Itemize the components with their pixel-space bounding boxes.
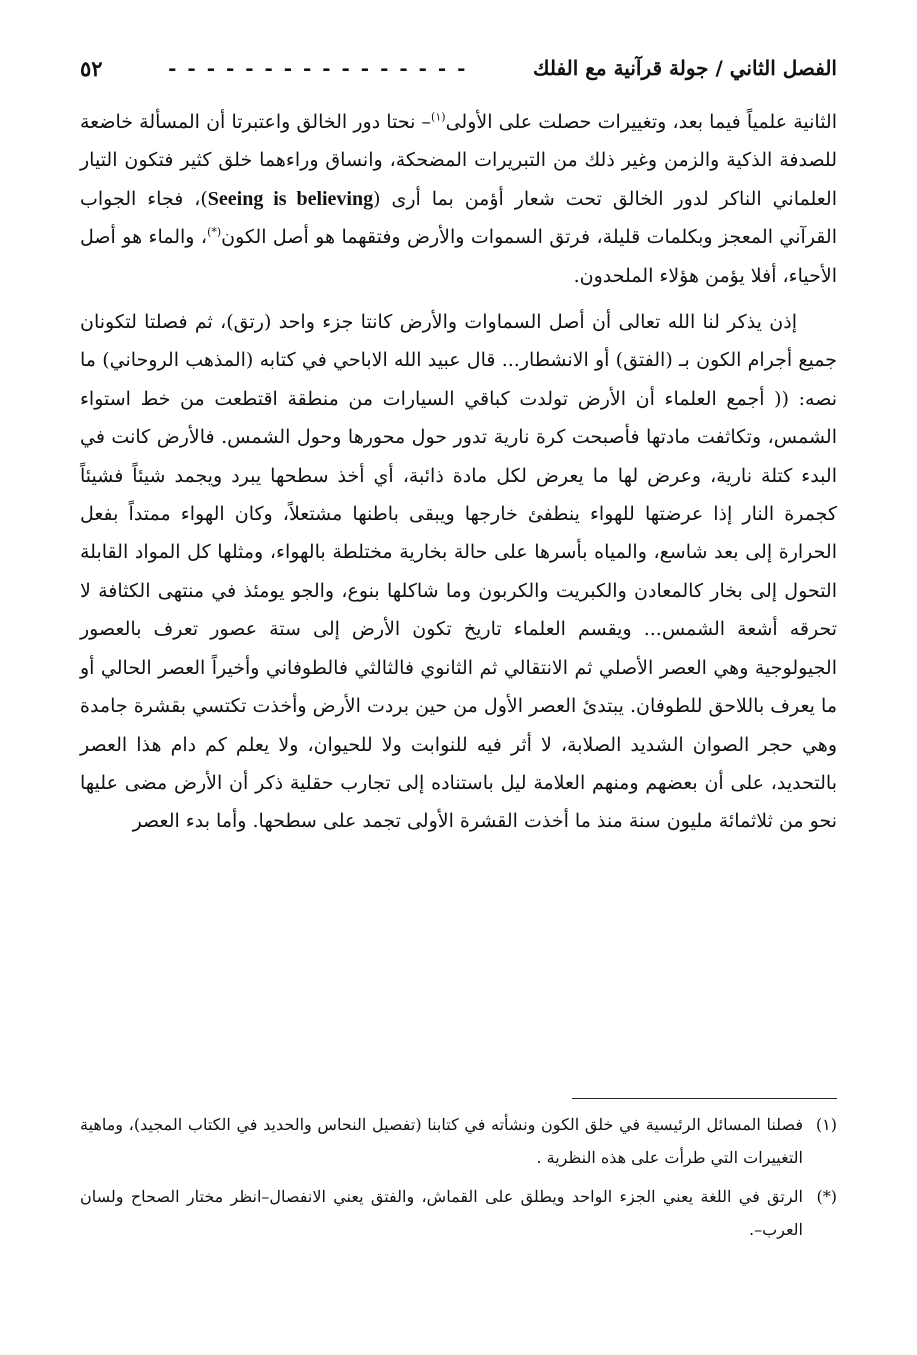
running-header (80, 48, 837, 88)
body-text (80, 103, 837, 841)
chapter-title: الفصل الثاني / جولة قرآنية مع الفلك (533, 56, 837, 80)
footnote-2-text: الرتق في اللغة يعني الجزء الواحد ويطلق على القماش، والفتق يعني الانفصال–انظر مختار الصحاح ولسان العرب–. (80, 1187, 803, 1239)
footnote-2-marker: (*) (816, 1187, 837, 1206)
p1-part-b: – نحتا دور الخالق واعتبرتا أن المسألة خاضعة للصدفة الذكية والزمن وغير ذلك من التبريرات المضحكة، وانساق وراءهما خلق كثير فتكون التيار العلماني الناكر لدور الخالق تحت شعار أؤمن بما أرى ( (80, 111, 837, 210)
footnote-ref-1: (١) (431, 110, 446, 124)
footnote-ref-2: (*) (207, 225, 222, 239)
header-dashes: - - - - - - - - - - - - - - - - (168, 56, 468, 80)
footnotes (80, 1108, 837, 1252)
paragraph-2: إذن يذكر لنا الله تعالى أن أصل السماوات والأرض كانتا جزء واحد (رتق)، ثم فصلتا لتكونان جميع أجرام الكون بـ (الفتق) أو الانشطار... قال عبيد الله الاباحي في كتابه (المذهب الروحاني) ما نصه: (( أجمع العلماء أن الأرض تولدت كباقي السيارات من منطقة اقتطعت من خط استواء الشمس، وتكاثفت مادتها فأصبحت كرة نارية تدور حول محورها وحول الشمس. فالأرض كانت في البدء كتلة نارية، وعرض لها ما يعرض لكل مادة ذائبة، أي أخذ سطحها يبرد ويجمد شيئاً فشيئاً كجمرة النار إذا عرضتها للهواء ينطفئ خارجها ويبقى باطنها مشتعلاً، وكان الهواء ممتداً بفعل الحرارة إلى بعد شاسع، والمياه بأسرها على حالة بخارية مختلطة بالهواء، ومثلها كل المواد القابلة التحول إلى بخار كالمعادن والكبريت والكربون وما شاكلها بنوع، والجو يومئذ في منتهى الكثافة لا تحرقه أشعة الشمس... ويقسم العلماء تاريخ تكون الأرض إلى ستة عصور تعرف بالعصور الجيولوجية وهي العصر الأصلي ثم الانتقالي ثم الثانوي فالثالثي فالطوفاني وأخيراً العصر الحالي أو ما يعرف باللاحق للطوفان. يبتدئ العصر الأول من حين بردت الأرض وأخذت تكتسي بقشرة جامدة وهي حجر الصوان الشديد الصلابة، لا أثر فيه للنوابت ولا للحيوان، ولا يعلم كم دام هذا العصر بالتحديد، على أن بعضهم ومنهم العلامة ليل باستناده إلى تجارب حقلية ذكر أن الأرض مضى عليها نحو من ثلاثمائة مليون سنة منذ ما أخذت القشرة الأولى تجمد على سطحها. وأما بدء العصر (80, 311, 837, 833)
p1-part-c: )، فجاء الجواب القرآني المعجز وبكلمات قليلة، فرتق السموات والأرض وفتقهما هو أصل الكون (80, 187, 837, 249)
footnote-1-marker: (١) (815, 1115, 837, 1134)
p1-part-d: ، والماء هو أصل الأحياء، أفلا يؤمن هؤلاء الملحدون. (80, 226, 837, 287)
footnote-1 (80, 1108, 837, 1174)
paragraph-1 (80, 103, 837, 295)
p1-part-a: الثانية علمياً فيما بعد، وتغييرات حصلت على الأولى (445, 111, 837, 133)
page-number: ٥٢ (80, 55, 103, 81)
latin-phrase: Seeing is believing (207, 187, 374, 210)
footnote-1-text: فصلنا المسائل الرئيسية في خلق الكون ونشأته في كتابنا (تفصيل النحاس والحديد في الكتاب المجيد)، وماهية التغييرات التي طرأت على هذه النظرية . (80, 1115, 803, 1167)
footnote-separator (572, 1098, 837, 1099)
footnote-2 (80, 1180, 837, 1246)
